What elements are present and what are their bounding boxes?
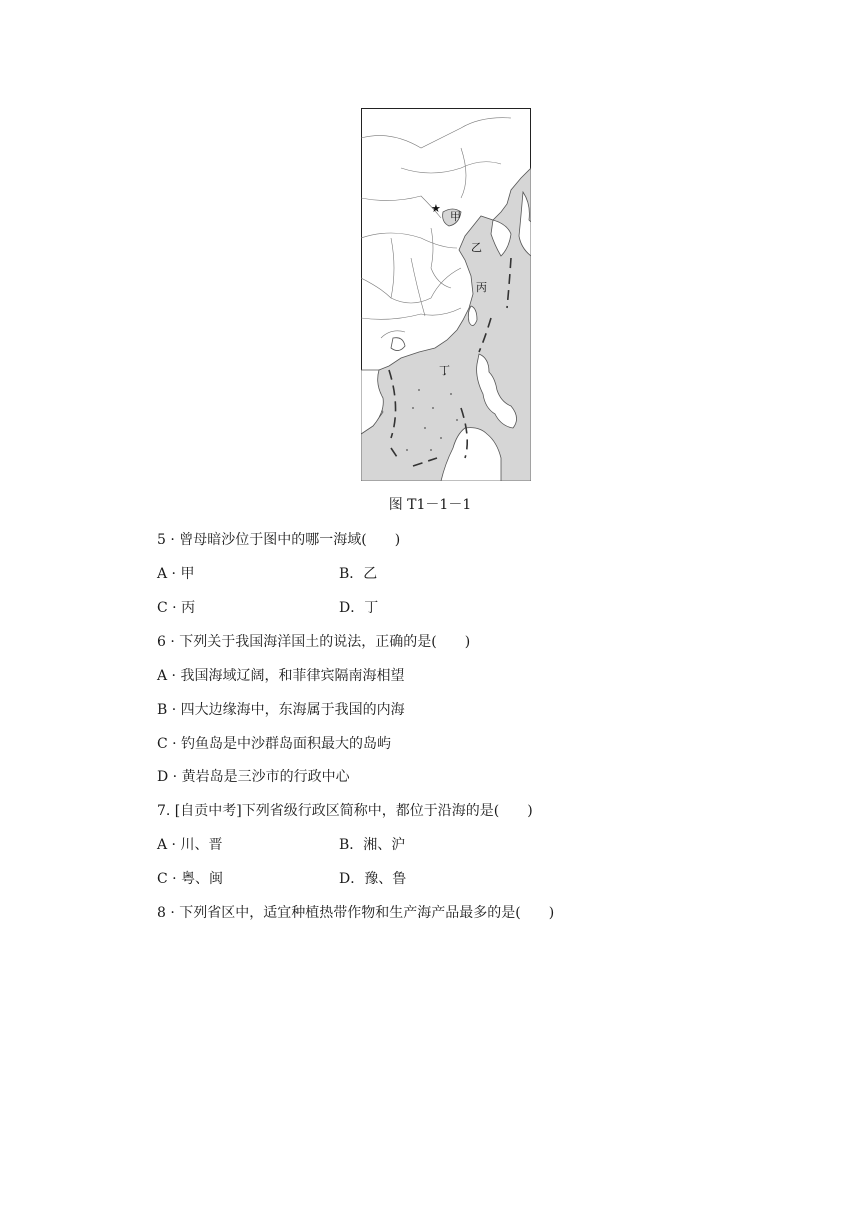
q7-option-d: D．豫、鲁 (339, 871, 407, 887)
q6-option-a: A · 我国海域辽阔，和菲律宾隔南海相望 (157, 668, 405, 684)
capital-star-icon: ★ (431, 202, 441, 215)
china-sea-map (361, 108, 531, 481)
q6-option-b: B · 四大边缘海中，东海属于我国的内海 (157, 702, 405, 718)
label-jia: 甲 (450, 210, 461, 223)
q5-option-a: A · 甲 (157, 566, 195, 582)
q6-option-c: C · 钓鱼岛是中沙群岛面积最大的岛屿 (157, 736, 392, 752)
label-yi: 乙 (471, 241, 482, 254)
q5-option-d: D．丁 (339, 600, 379, 616)
q5-option-c: C · 丙 (157, 600, 196, 616)
q7-option-c: C · 粤、闽 (157, 871, 224, 887)
question-6-stem: 6 · 下列关于我国海洋国土的说法，正确的是( ) (157, 634, 471, 650)
figure-caption: 图 T1－1－1 (388, 497, 472, 513)
q7-option-b: B．湘、沪 (339, 837, 406, 853)
question-7-stem: 7. [自贡中考]下列省级行政区简称中，都位于沿海的是( ) (157, 803, 533, 819)
q7-option-a: A · 川、晋 (157, 837, 223, 853)
question-8-stem: 8 · 下列省区中，适宜种植热带作物和生产海产品最多的是( ) (157, 905, 555, 921)
q6-option-d: D · 黄岩岛是三沙市的行政中心 (157, 769, 350, 785)
q5-option-b: B．乙 (339, 566, 378, 582)
label-bing: 丙 (476, 281, 487, 294)
label-ding: 丁 (439, 364, 450, 377)
question-5-stem: 5 · 曾母暗沙位于图中的哪一海域( ) (157, 532, 401, 548)
